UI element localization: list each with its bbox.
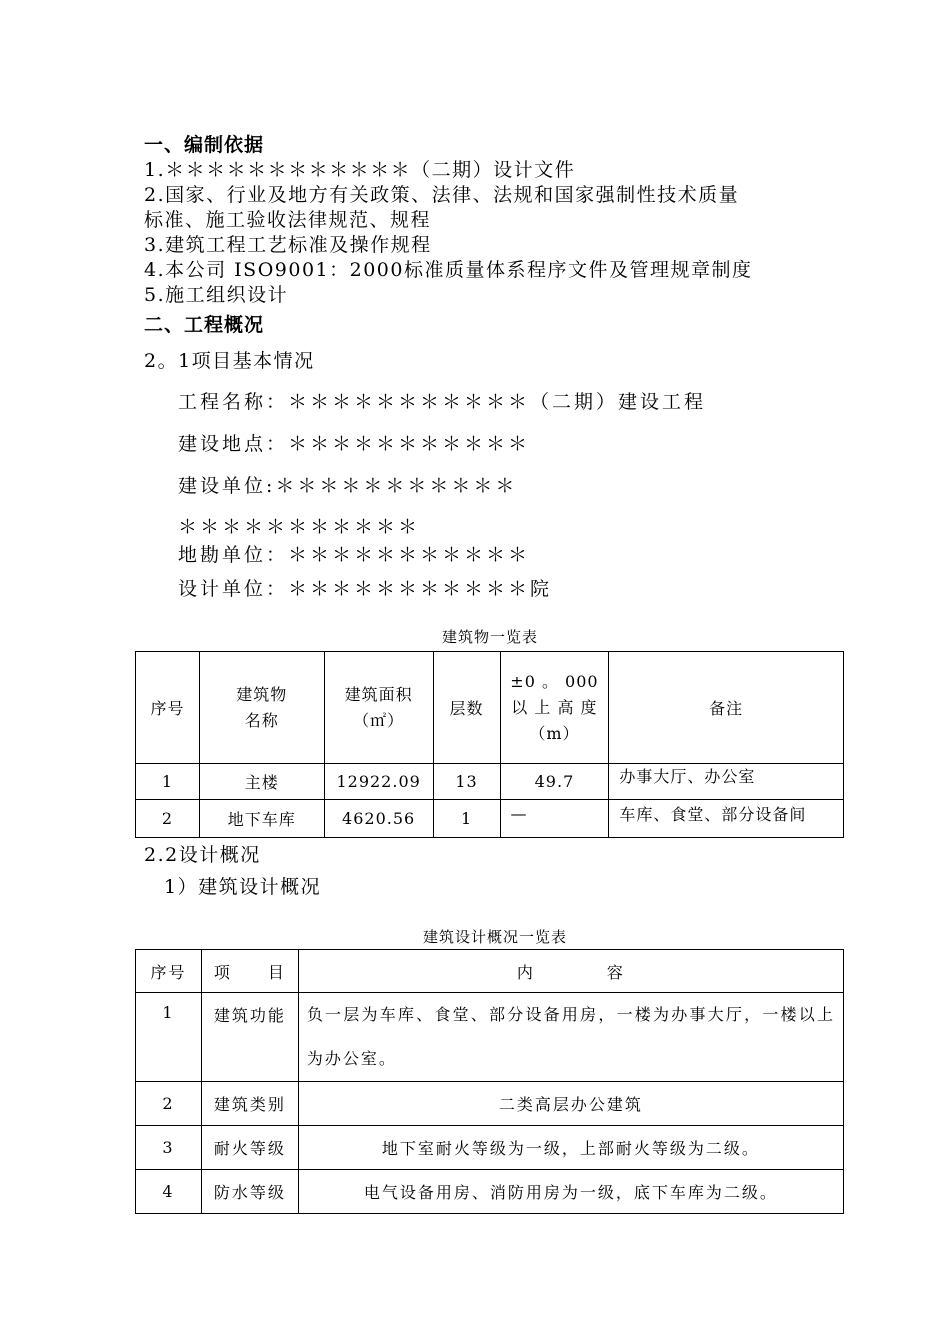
- project-name: 工程名称：＊＊＊＊＊＊＊＊＊＊＊（二期）建设工程: [178, 391, 707, 413]
- table2-cell: 负一层为车库、食堂、部分设备用房，一楼为办事大厅，一楼以上为办公室。: [298, 993, 843, 1082]
- table1-cell: —: [500, 800, 609, 838]
- construction-unit: 建设单位:＊＊＊＊＊＊＊＊＊＊＊: [178, 475, 518, 497]
- table1-header-remark: 备注: [609, 652, 844, 764]
- table2-cell: 3: [136, 1126, 202, 1170]
- table2-cell: 电气设备用房、消防用房为一级，底下车库为二级。: [298, 1170, 843, 1214]
- basis-item-4: 4.本公司 ISO9001：2000标准质量体系程序文件及管理规章制度: [144, 259, 753, 281]
- table-row: [136, 993, 844, 1082]
- table1-cell: 1: [136, 764, 200, 800]
- table1-cell: 地下车库: [199, 800, 324, 838]
- table1-header-height: ±0 。 000 以 上 高 度 （m）: [500, 652, 609, 764]
- construction-unit-cont: ＊＊＊＊＊＊＊＊＊＊＊: [178, 516, 421, 538]
- table1-cell: 12922.09: [324, 764, 433, 800]
- basis-item-1: 1.＊＊＊＊＊＊＊＊＊＊＊＊（二期）设计文件: [144, 159, 576, 181]
- table-row: [136, 764, 844, 800]
- table1-cell: 49.7: [500, 764, 609, 800]
- table1-header-index: 序号: [136, 652, 200, 764]
- survey-unit: 地勘单位：＊＊＊＊＊＊＊＊＊＊＊: [178, 544, 531, 566]
- table1-cell: 2: [136, 800, 200, 838]
- basis-item-2: 2.国家、行业及地方有关政策、法律、法规和国家强制性技术质量: [144, 184, 740, 206]
- table-row: [136, 1126, 844, 1170]
- table2-cell: 防水等级: [201, 1170, 298, 1214]
- table2-cell: 建筑功能: [201, 993, 298, 1082]
- table1-cell: 1: [433, 800, 500, 838]
- table2-cell: 二类高层办公建筑: [298, 1082, 843, 1126]
- table1-header-floors: 层数: [433, 652, 500, 764]
- table-row: [136, 1170, 844, 1214]
- subsection-project-info: 2。1项目基本情况: [144, 350, 315, 372]
- table2-header-row: [136, 950, 844, 993]
- basis-item-5: 5.施工组织设计: [144, 284, 289, 306]
- subsection-architecture-overview: 1）建筑设计概况: [164, 876, 322, 898]
- section1-heading: 一、编制依据: [144, 134, 265, 156]
- table1-cell: 主楼: [199, 764, 324, 800]
- table2-cell: 2: [136, 1082, 202, 1126]
- table1-header-row: [136, 652, 844, 764]
- buildings-table: [135, 651, 844, 838]
- table1-cell: 4620.56: [324, 800, 433, 838]
- section2-heading: 二、工程概况: [144, 314, 265, 336]
- design-unit: 设计单位：＊＊＊＊＊＊＊＊＊＊＊院: [178, 578, 553, 600]
- table2-cell: 1: [136, 993, 202, 1082]
- basis-item-3: 3.建筑工程工艺标准及操作规程: [144, 234, 432, 256]
- table-row: [136, 800, 844, 838]
- table2-header-index: 序号: [136, 950, 202, 993]
- table2-cell: 4: [136, 1170, 202, 1214]
- table2-header-item: 项 目: [201, 950, 298, 993]
- subsection-design-overview: 2.2设计概况: [144, 844, 261, 866]
- table1-caption: 建筑物一览表: [441, 628, 538, 646]
- table2-header-content: 内 容: [298, 950, 843, 993]
- project-location: 建设地点：＊＊＊＊＊＊＊＊＊＊＊: [178, 433, 531, 455]
- table2-cell: 建筑类别: [201, 1082, 298, 1126]
- table2-caption: 建筑设计概况一览表: [422, 928, 567, 946]
- table1-cell: 13: [433, 764, 500, 800]
- table1-cell: 办事大厅、办公室: [609, 764, 844, 800]
- table2-cell: 地下室耐火等级为一级，上部耐火等级为二级。: [298, 1126, 843, 1170]
- basis-item-2-cont: 标准、施工验收法律规范、规程: [144, 209, 432, 231]
- table-row: [136, 1082, 844, 1126]
- design-overview-table: [135, 949, 844, 1214]
- table2-cell: 耐火等级: [201, 1126, 298, 1170]
- table1-header-name: 建筑物 名称: [199, 652, 324, 764]
- table1-header-area: 建筑面积 （㎡）: [324, 652, 433, 764]
- table1-cell: 车库、食堂、部分设备间: [609, 800, 844, 838]
